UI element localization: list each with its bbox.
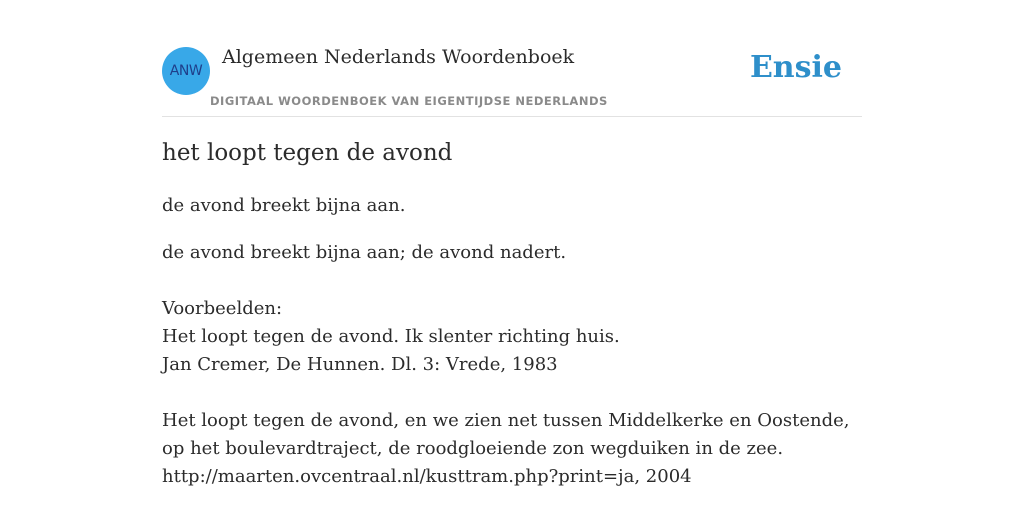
example-quote: Het loopt tegen de avond. Ik slenter richting huis. [162, 326, 620, 347]
source-header [162, 0, 862, 117]
source-subtitle: DIGITAAL WOORDENBOEK VAN EIGENTIJDSE NEDERLANDS [210, 94, 608, 108]
examples-label: Voorbeelden: [162, 298, 283, 319]
entry-body [162, 239, 862, 491]
example-source: Jan Cremer, De Hunnen. Dl. 3: Vrede, 1983 [162, 354, 558, 375]
short-definition: de avond breekt bijna aan. [162, 195, 406, 216]
example-quote: Het loopt tegen de avond, en we zien net tussen Middelkerke en Oostende, op het boulevardtraject, de roodgloeiende zon wegduiken in de zee. [162, 410, 850, 459]
page-container [162, 0, 862, 487]
anw-logo[interactable] [162, 47, 210, 95]
definition: de avond breekt bijna aan; de avond nadert. [162, 242, 567, 263]
example-source: http://maarten.ovcentraal.nl/kusttram.php?print=ja, 2004 [162, 466, 692, 487]
source-title[interactable]: Algemeen Nederlands Woordenboek [222, 46, 575, 68]
entry-term: het loopt tegen de avond [162, 140, 453, 166]
logo-text: ANW [169, 63, 203, 79]
ensie-logo[interactable]: Ensie [749, 50, 842, 85]
